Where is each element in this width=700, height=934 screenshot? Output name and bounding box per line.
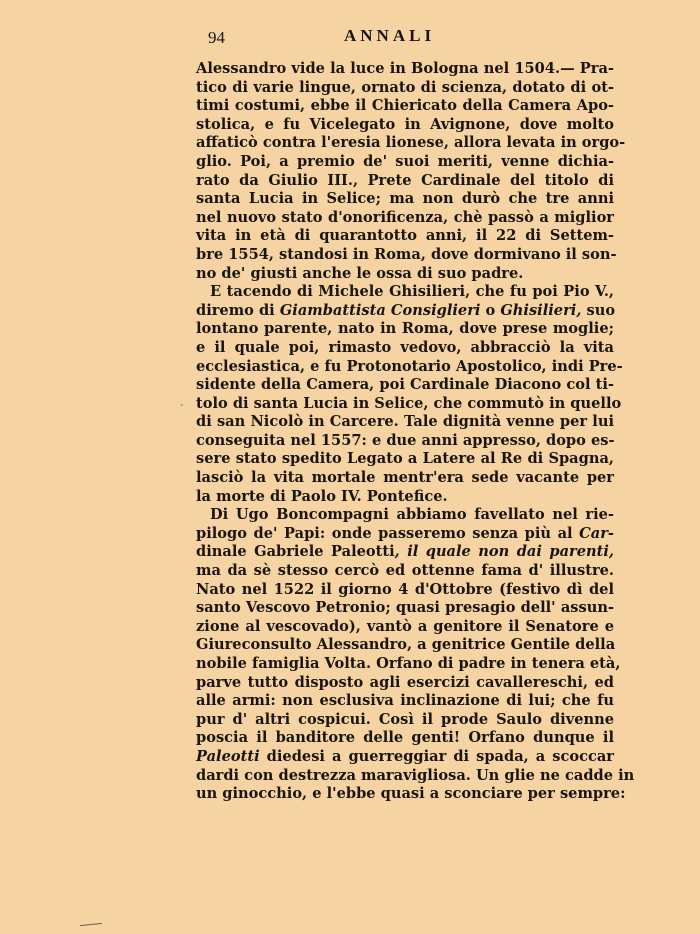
text-run: santa Lucia in Selice; ma non durò che tre anni (196, 190, 614, 208)
page-number: 94 (208, 28, 225, 47)
bottom-scan-mark (80, 922, 110, 926)
text-line (196, 265, 614, 284)
text-line (196, 209, 614, 228)
text-line (196, 172, 614, 191)
text-line (196, 450, 614, 469)
text-line (196, 488, 614, 507)
italic-name: Car- (579, 524, 614, 542)
text-line (196, 394, 622, 414)
text-run: pilogo de' Papi: onde passeremo senza più al (196, 524, 580, 542)
text-run: alle armi: non esclusiva inclinazione di lui; che fu (196, 692, 614, 710)
text-line (196, 283, 614, 302)
text-run: tolo di santa Lucia in Selice, che commutò in quello (196, 394, 622, 412)
text-run: Alessandro vide la luce in Bologna nel 1504.— Pra- (196, 60, 614, 77)
text-line (196, 636, 614, 655)
text-line (196, 785, 626, 804)
text-run: santo Vescovo Petronio; quasi presagio dell' assun- (196, 599, 614, 617)
text-run: e il quale poi, rimasto vedovo, abbracciò la vita (196, 338, 614, 356)
text-line (196, 618, 614, 637)
text-run: stolica, e fu Vicelegato in Avignone, dove molto (196, 115, 614, 133)
text-run: E tacendo di Michele Ghisilieri, che fu poi Pio V., (210, 283, 614, 301)
text-run: timi costumi, ebbe il Chiericato della Camera Apo- (196, 97, 614, 115)
text-run: parve tutto disposto agli esercizi cavallereschi, ed (196, 673, 614, 691)
text-line (196, 766, 635, 786)
text-line (196, 562, 614, 581)
text-line (196, 320, 614, 339)
margin-mark: - (180, 400, 184, 411)
text-line (196, 655, 621, 674)
text-line (196, 116, 614, 135)
text-run: tico di varie lingue, ornato di scienza, dotato di ot- (196, 78, 614, 96)
text-line (196, 581, 614, 600)
text-line (196, 227, 614, 246)
text-line (196, 692, 614, 711)
text-line (196, 357, 623, 377)
text-line (196, 599, 614, 618)
text-run: conseguita nel 1557: e due anni appresso, dopo es- (196, 431, 615, 449)
text-run: diremo di (196, 301, 280, 319)
text-run: la morte di Paolo IV. Pontefice. (196, 487, 448, 505)
text-run: Nato nel 1522 il giorno 4 d'Ottobre (festivo dì del (196, 580, 614, 598)
text-run: pur d' altri cospicui. Così il prode Saulo divenne (196, 710, 614, 728)
text-line (196, 60, 614, 79)
text-run: ma da sè stesso cercò ed ottenne fama d' illustre. (196, 562, 614, 580)
text-line (196, 543, 614, 562)
text-run: o (480, 301, 501, 319)
text-run: rato da Giulio III., Prete Cardinale del titolo di (196, 171, 614, 189)
paragraph (196, 506, 635, 804)
text-run: suo (581, 301, 616, 319)
text-line (196, 97, 614, 116)
text-run: zione al vescovado), vantò a genitore il Senatore e (196, 617, 614, 635)
text-run: dardi con destrezza maravigliosa. Un glie ne cadde in (196, 766, 635, 784)
text-line (196, 748, 614, 767)
paragraph (196, 60, 626, 283)
italic-name: Paleotti (196, 747, 260, 765)
text-line (196, 469, 614, 488)
text-line (196, 674, 614, 693)
text-run: glio. Poi, a premio de' suoi meriti, venne dichia- (196, 152, 614, 170)
text-run: bre 1554, standosi in Roma, dove dormivano il son- (196, 245, 617, 263)
running-title: ANNALI (344, 26, 436, 45)
italic-name: Giambattista Consiglieri (279, 301, 481, 319)
text-line (196, 190, 614, 209)
text-line (196, 729, 614, 748)
page-header (208, 24, 608, 50)
text-run: poscia il banditore delle genti! Orfano dunque il (196, 729, 614, 747)
text-run: Giureconsulto Alessandro, a genitrice Gentile della (196, 636, 616, 654)
text-run: affaticò contra l'eresia lionese, allora levata in orgo- (196, 134, 626, 152)
text-run: lontano parente, nato in Roma, dove prese moglie; (196, 320, 614, 338)
text-line (196, 153, 614, 172)
text-run: lasciò la vita mortale mentr'era sede vacante per (196, 469, 614, 487)
text-line (196, 711, 614, 730)
text-run: sidente della Camera, poi Cardinale Diacono col ti- (196, 376, 614, 394)
text-run: no de' giusti anche le ossa di suo padre. (196, 264, 524, 282)
body-text (196, 60, 635, 804)
text-run: Di Ugo Boncompagni abbiamo favellato nel rie- (210, 506, 614, 524)
italic-name: , il quale non dai parenti, (394, 543, 614, 561)
text-line (196, 413, 614, 432)
text-line (196, 79, 614, 98)
text-line (196, 134, 626, 153)
text-line (196, 245, 617, 265)
text-run: ecclesiastica, e fu Protonotario Apostolico, indi Pre- (196, 357, 623, 375)
text-run: nobile famiglia Volta. Orfano di padre in tenera età, (196, 655, 621, 672)
text-line (196, 302, 614, 321)
text-run: vita in età di quarantotto anni, il 22 di Settem- (196, 227, 614, 245)
text-line (196, 525, 614, 544)
text-run: nel nuovo stato d'onorificenza, chè passò a miglior (196, 208, 614, 226)
text-line (196, 506, 614, 525)
text-line (196, 339, 614, 358)
text-run: sere stato spedito Legato a Latere al Re di Spagna, (196, 450, 614, 468)
text-run: un ginocchio, e l'ebbe quasi a sconciare per sempre: (196, 785, 626, 803)
paragraph (196, 283, 623, 506)
text-run: di san Nicolò in Carcere. Tale dignità venne per lui (196, 413, 614, 431)
text-line (196, 432, 614, 451)
text-line (196, 376, 614, 395)
text-run: dinale Gabriele Paleotti (196, 543, 395, 561)
italic-name: Ghisilieri, (500, 301, 582, 319)
text-run: diedesi a guerreggiar di spada, a scoccar (259, 747, 614, 765)
